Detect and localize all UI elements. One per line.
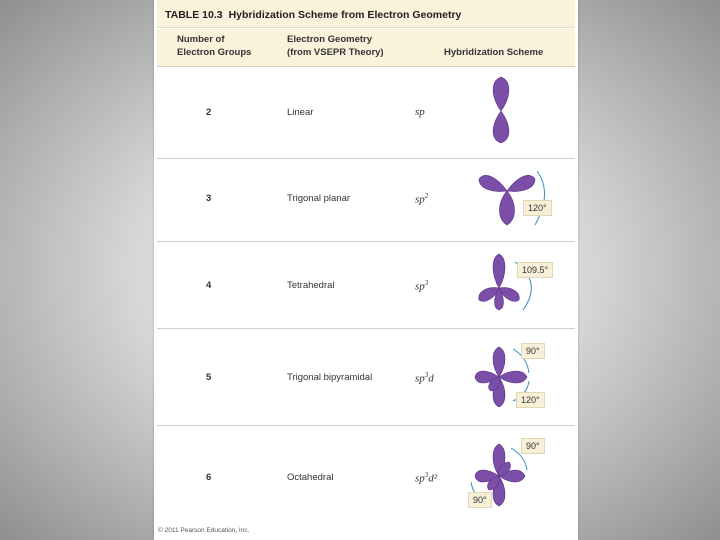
table-header-row bbox=[157, 29, 575, 67]
header-electron-groups bbox=[177, 33, 257, 59]
hybridization-value: $sp^3d^2$ bbox=[415, 471, 438, 485]
bond-angle-label: 90° bbox=[521, 343, 545, 359]
geometry-value: Octahedral bbox=[287, 472, 334, 483]
geometry-value: Linear bbox=[287, 107, 314, 118]
header-electron-groups-line2: Electron Groups bbox=[177, 47, 252, 58]
header-electron-geometry bbox=[287, 33, 407, 59]
hybridization-value: $sp^2$ bbox=[415, 192, 429, 206]
geometry-value: Trigonal planar bbox=[287, 193, 351, 204]
hybridization-value: $sp^3$ bbox=[415, 279, 429, 293]
electron-groups-value: 2 bbox=[206, 107, 212, 118]
header-electron-groups-line1: Number of bbox=[177, 34, 225, 45]
sp3-orbital-diagram bbox=[457, 242, 567, 328]
table-number: TABLE 10.3 bbox=[165, 9, 223, 21]
table-row bbox=[157, 426, 575, 522]
bond-angle-label: 120° bbox=[523, 200, 552, 216]
header-hybridization-scheme: Hybridization Scheme bbox=[444, 47, 544, 58]
electron-groups-value: 5 bbox=[206, 372, 212, 383]
electron-groups-value: 3 bbox=[206, 193, 212, 204]
header-electron-geometry-line1: Electron Geometry bbox=[287, 34, 372, 45]
hybridization-value: sp bbox=[415, 106, 425, 118]
header-electron-geometry-line2: (from VSEPR Theory) bbox=[287, 47, 384, 58]
electron-groups-value: 6 bbox=[206, 472, 212, 483]
table-row bbox=[157, 242, 575, 329]
table-row bbox=[157, 329, 575, 426]
bond-angle-label: 109.5° bbox=[517, 262, 553, 278]
bond-angle-label: 120° bbox=[516, 392, 545, 408]
sp-orbital-diagram bbox=[457, 67, 567, 158]
textbook-page bbox=[154, 0, 578, 540]
table-title-bar bbox=[157, 0, 575, 28]
bond-angle-label: 90° bbox=[468, 492, 492, 508]
geometry-value: Tetrahedral bbox=[287, 280, 335, 291]
sp3d-orbital-diagram bbox=[457, 329, 567, 425]
table-title: Hybridization Scheme from Electron Geometry bbox=[228, 9, 462, 21]
geometry-value: Trigonal bipyramidal bbox=[287, 372, 373, 383]
table-row bbox=[157, 159, 575, 242]
table-row bbox=[157, 67, 575, 159]
hybridization-value: $sp^3d$ bbox=[415, 371, 434, 385]
copyright-footer: © 2011 Pearson Education, Inc. bbox=[158, 527, 250, 534]
electron-groups-value: 4 bbox=[206, 280, 212, 291]
bond-angle-label: 90° bbox=[521, 438, 545, 454]
